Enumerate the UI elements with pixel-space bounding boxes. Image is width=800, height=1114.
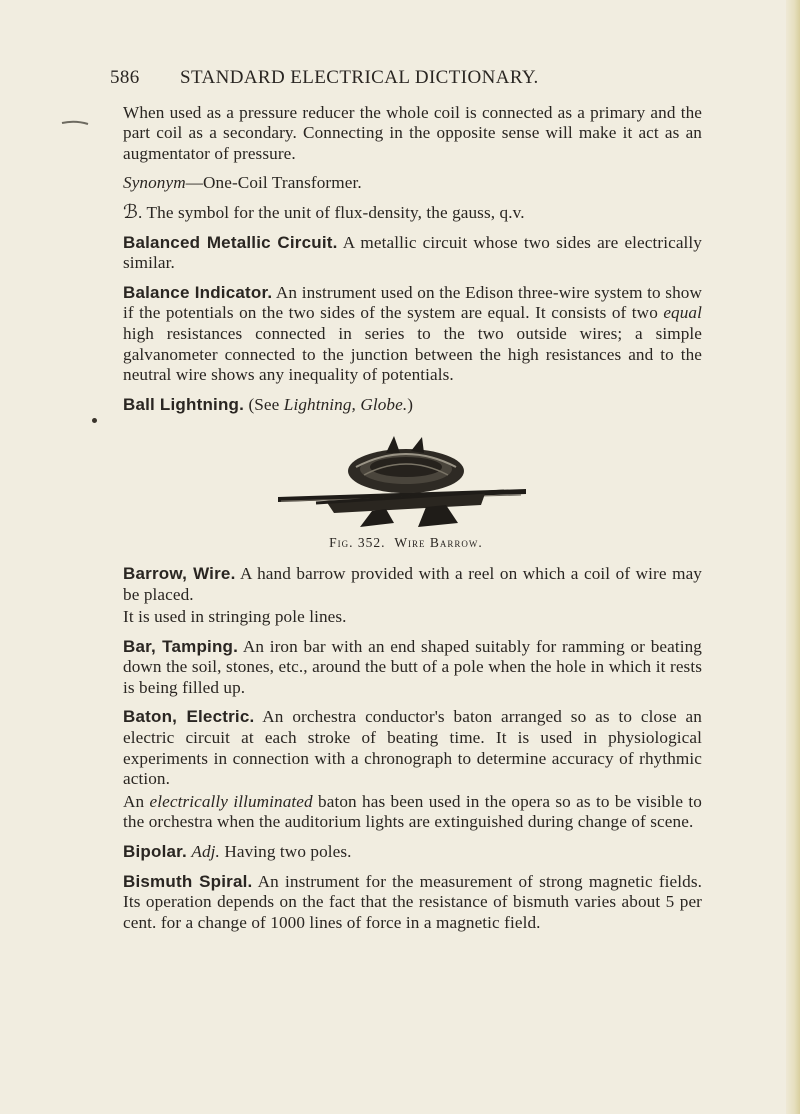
synonym-label: Synonym	[123, 173, 186, 193]
extra-pre: An	[123, 791, 150, 811]
entry-balance-indicator	[110, 283, 702, 386]
flux-symbol: ℬ	[123, 201, 139, 223]
running-header	[110, 68, 702, 89]
entry-body: An iron bar with an end shaped suitably for ramming or beating down the soil, stones, etc., around the butt of a pole when the hole in which it rests is being filled up.	[123, 636, 702, 697]
entry-italic: Adj.	[191, 842, 220, 862]
entry-bipolar	[110, 842, 702, 863]
figure-number: Fig. 352.	[329, 535, 386, 551]
entry-barrow-wire-extra: It is used in stringing pole lines.	[123, 607, 347, 627]
entry-baton-electric	[110, 707, 702, 789]
synonym-line	[110, 173, 702, 194]
symbol-definition: . The symbol for the unit of flux-density, the gauss, q.v.	[138, 202, 525, 222]
figure-title: Wire Barrow.	[394, 535, 483, 551]
entry-body: An instrument for the measurement of strong magnetic fields. Its operation depends on the fact that the resistance of bismuth varies about 5 per cent. for a change of 1000 lines of force in a magnetic field.	[123, 871, 703, 932]
page-content	[110, 68, 702, 942]
entry-bismuth-spiral	[110, 872, 702, 934]
entry-term: Ball Lightning.	[123, 394, 245, 414]
intro-paragraph: When used as a pressure reducer the whole coil is connected as a primary and the part coil as a secondary. Connecting in the opposite sense will make it act as an augmentator of pressure.	[123, 102, 702, 163]
symbol-entry	[110, 203, 702, 224]
entry-body: A metallic circuit whose two sides are electrically similar.	[123, 232, 702, 273]
entry-bar-tamping	[110, 637, 702, 699]
entry-term: Bismuth Spiral.	[123, 871, 253, 891]
margin-mark	[60, 120, 90, 126]
entry-baton-extra	[110, 792, 702, 833]
entry-term: Balanced Metallic Circuit.	[123, 232, 338, 252]
entry-term: Balance Indicator.	[123, 282, 273, 302]
entry-italic: Lightning, Globe.	[283, 394, 408, 414]
margin-dot	[92, 418, 97, 423]
wire-barrow-illustration	[276, 431, 536, 531]
extra-italic: electrically illuminated	[149, 791, 313, 811]
entry-italic: equal	[663, 303, 702, 323]
entry-body: A hand barrow provided with a reel on which a coil of wire may be placed.	[123, 563, 702, 604]
entry-body-continued: high resistances connected in series to the two outside wires; a simple galvanometer connected to the junction between the high resistances and to the neutral wire shows any inequality of potentials.	[123, 323, 702, 385]
entry-body: (See	[244, 394, 284, 414]
extra-post: baton has been used in the opera so as to be visible to the orchestra when the auditorium lights are extinguished during change of scene.	[123, 791, 702, 832]
entry-term: Baton, Electric.	[123, 707, 255, 727]
entry-body-continued: )	[407, 394, 414, 414]
entry-barrow-wire	[110, 564, 702, 605]
entry-balanced-metallic-circuit	[110, 233, 702, 274]
page-number: 586	[110, 67, 140, 88]
entry-term: Barrow, Wire.	[123, 563, 236, 583]
figure-wire-barrow	[110, 431, 702, 554]
entry-body: An orchestra conductor's baton arranged so as to close an electric circuit at each stroke of beating time. It is used in physiological experiments in connection with a chronograph to determine accuracy of rhythmic action.	[123, 707, 702, 789]
entry-term: Bar, Tamping.	[123, 636, 239, 656]
synonym-text: —One-Coil Transformer.	[185, 173, 362, 193]
entry-body: Having two poles.	[219, 842, 352, 862]
running-title: STANDARD ELECTRICAL DICTIONARY.	[180, 67, 539, 88]
entry-body: An instrument used on the Edison three-wire system to show if the potentials on the two sides of the system are equal. It consists of two	[123, 282, 702, 323]
entry-term: Bipolar.	[123, 842, 187, 862]
figure-caption	[110, 533, 702, 554]
page-edge	[786, 0, 800, 1114]
entry-ball-lightning	[110, 395, 702, 416]
